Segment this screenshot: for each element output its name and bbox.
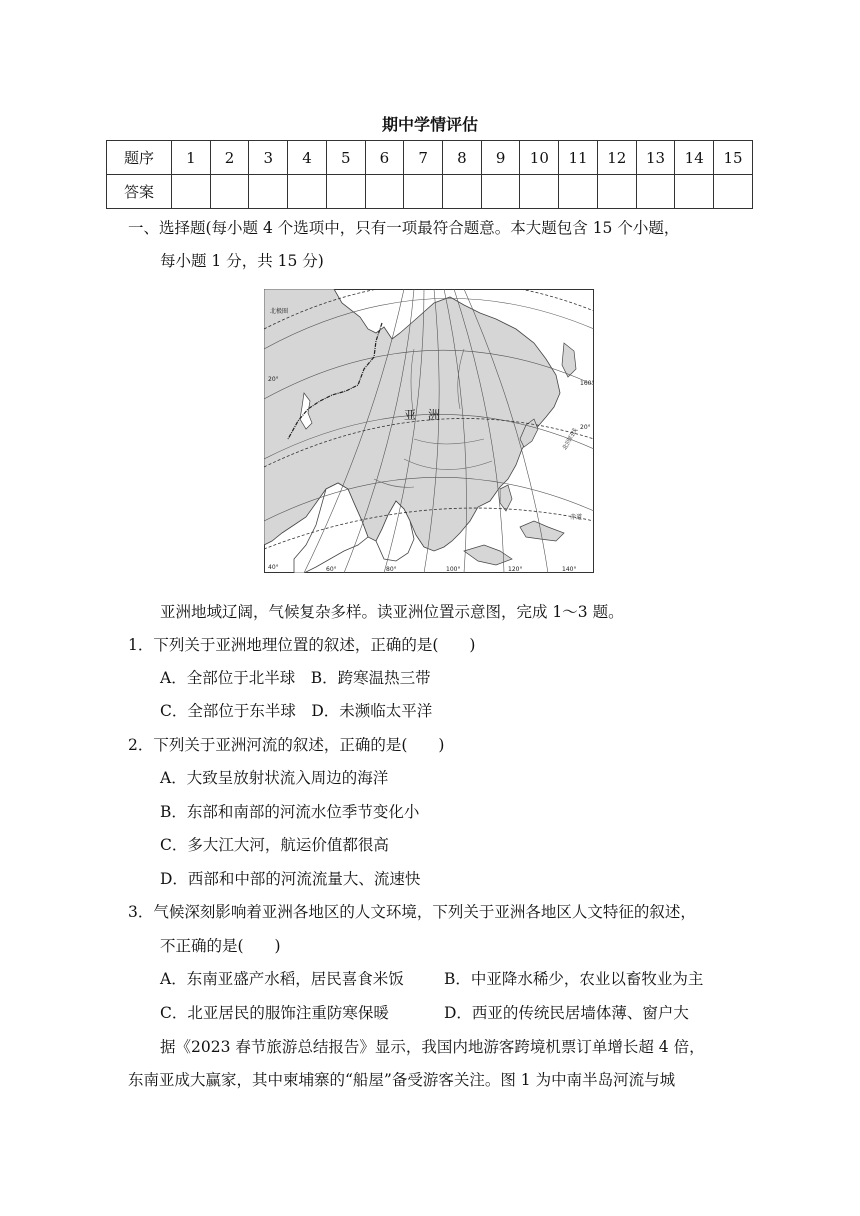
lon-label: 60° <box>326 566 337 573</box>
number-cell: 3 <box>249 141 288 175</box>
lat-label: 20° <box>580 424 591 431</box>
number-cell: 6 <box>365 141 404 175</box>
answer-cell[interactable] <box>520 175 559 209</box>
passage-1: 亚洲地域辽阔，气候复杂多样。读亚洲位置示意图，完成 1～3 题。 <box>160 603 624 621</box>
answer-cell[interactable] <box>559 175 598 209</box>
answer-cell[interactable] <box>288 175 327 209</box>
question-2-option-c: C．多大江大河，航运价值都很高 <box>160 836 389 854</box>
answer-cell[interactable] <box>326 175 365 209</box>
answer-cell[interactable] <box>481 175 520 209</box>
question-3-option-d: D．西亚的传统民居墙体薄、窗户大 <box>444 1004 689 1022</box>
answer-table-number-row <box>107 141 753 175</box>
lon-label: 160° <box>580 380 594 387</box>
answer-cell[interactable] <box>636 175 675 209</box>
question-3-stem-line1: 3．气候深刻影响着亚洲各地区的人文环境，下列关于亚洲各地区人文特征的叙述， <box>128 903 696 921</box>
answer-table <box>106 140 753 209</box>
number-cell: 10 <box>520 141 559 175</box>
number-cell: 13 <box>636 141 675 175</box>
number-cell: 7 <box>404 141 443 175</box>
answer-cell[interactable] <box>443 175 482 209</box>
question-2-option-a: A．大致呈放射状流入周边的海洋 <box>160 769 389 787</box>
row-header-answer: 答案 <box>107 175 172 209</box>
number-cell: 2 <box>210 141 249 175</box>
lon-label: 140° <box>562 566 577 573</box>
answer-cell[interactable] <box>675 175 714 209</box>
question-3-stem-line2: 不正确的是( ) <box>160 937 281 955</box>
map-label-equator: 赤道 <box>570 514 583 521</box>
lon-label: 40° <box>268 564 279 571</box>
map-label-asia: 亚 洲 <box>404 408 441 422</box>
answer-cell[interactable] <box>404 175 443 209</box>
number-cell: 8 <box>443 141 482 175</box>
number-cell: 12 <box>597 141 636 175</box>
answer-table-answer-row <box>107 175 753 209</box>
lon-label: 80° <box>386 566 397 573</box>
number-cell: 15 <box>714 141 753 175</box>
number-cell: 11 <box>559 141 598 175</box>
question-1-options-ab: A．全部位于北半球 B．跨寒温热三带 <box>160 669 431 687</box>
answer-cell[interactable] <box>597 175 636 209</box>
lon-label: 100° <box>446 566 461 573</box>
question-2-stem: 2．下列关于亚洲河流的叙述，正确的是( ) <box>128 736 445 754</box>
answer-cell[interactable] <box>210 175 249 209</box>
question-3-option-a: A．东南亚盛产水稻，居民喜食米饭 <box>160 970 404 988</box>
section-heading-line1: 一、选择题(每小题 4 个选项中，只有一项最符合题意。本大题包含 15 个小题， <box>128 219 680 237</box>
question-3-option-b: B．中亚降水稀少，农业以畜牧业为主 <box>444 970 704 988</box>
map-label-tropic: 北回归线 <box>561 427 580 452</box>
number-cell: 1 <box>172 141 211 175</box>
passage-2-line2: 东南亚成大赢家，其中柬埔寨的“船屋”备受游客关注。图 1 为中南半岛河流与城 <box>128 1071 676 1089</box>
lat-label: 20° <box>268 376 279 383</box>
section-heading-line2: 每小题 1 分，共 15 分) <box>160 252 324 270</box>
question-3-option-c: C．北亚居民的服饰注重防寒保暖 <box>160 1004 389 1022</box>
map-label-arctic-circle: 北极圈 <box>270 308 289 315</box>
question-1-options-cd: C．全部位于东半球 D．未濒临太平洋 <box>160 702 433 720</box>
answer-cell[interactable] <box>714 175 753 209</box>
page-title: 期中学情评估 <box>381 115 478 134</box>
question-1-stem: 1．下列关于亚洲地理位置的叙述，正确的是( ) <box>128 636 476 654</box>
answer-cell[interactable] <box>172 175 211 209</box>
number-cell: 5 <box>326 141 365 175</box>
number-cell: 4 <box>288 141 327 175</box>
answer-cell[interactable] <box>249 175 288 209</box>
question-2-option-b: B．东部和南部的河流水位季节变化小 <box>160 803 420 821</box>
lon-label: 120° <box>508 566 523 573</box>
number-cell: 9 <box>481 141 520 175</box>
row-header-number: 题序 <box>107 141 172 175</box>
question-2-option-d: D．西部和中部的河流流量大、流速快 <box>160 870 421 888</box>
asia-location-map <box>264 289 594 573</box>
number-cell: 14 <box>675 141 714 175</box>
passage-2-line1: 据《2023 春节旅游总结报告》显示，我国内地游客跨境机票订单增长超 4 倍， <box>160 1038 705 1056</box>
answer-cell[interactable] <box>365 175 404 209</box>
